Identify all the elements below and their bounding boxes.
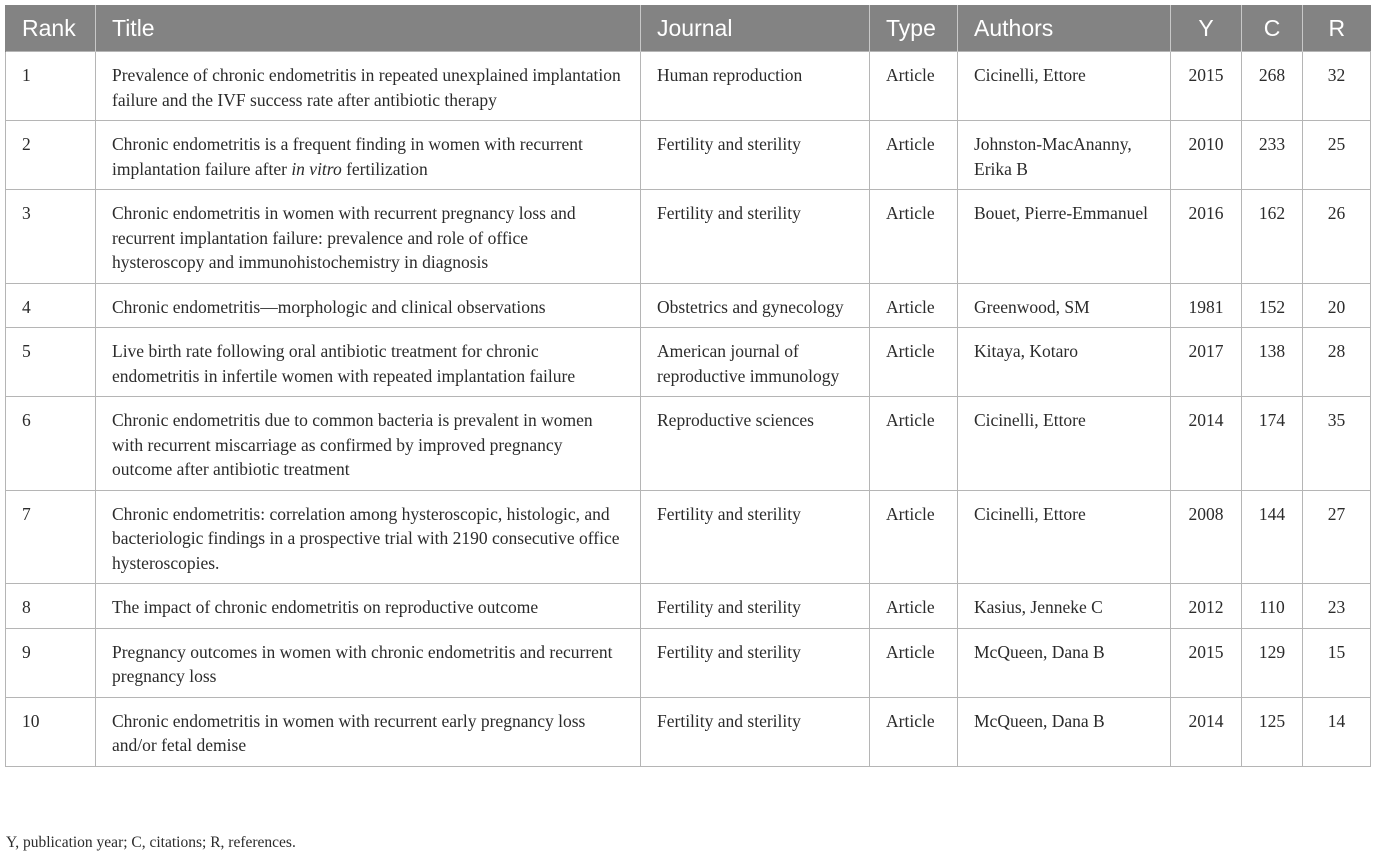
cell-rank: 6 (6, 397, 96, 491)
cell-journal: Fertility and sterility (641, 697, 870, 766)
cell-title: Chronic endometritis due to common bacteria is prevalent in women with recurrent miscarriage as confirmed by improved pregnancy outcome after antibiotic treatment (96, 397, 641, 491)
cell-citations: 110 (1242, 584, 1303, 629)
cell-year: 1981 (1171, 283, 1242, 328)
cell-year: 2015 (1171, 628, 1242, 697)
cell-citations: 152 (1242, 283, 1303, 328)
cell-journal: Fertility and sterility (641, 628, 870, 697)
cell-title: Chronic endometritis in women with recurrent early pregnancy loss and/or fetal demise (96, 697, 641, 766)
cell-title: Chronic endometritis: correlation among hysteroscopic, histologic, and bacteriologic findings in a prospective trial with 2190 consecutive office hysteroscopies. (96, 490, 641, 584)
cell-type: Article (870, 52, 958, 121)
header-references: R (1303, 5, 1371, 52)
cell-journal: Fertility and sterility (641, 584, 870, 629)
header-citations: C (1242, 5, 1303, 52)
cell-year: 2016 (1171, 190, 1242, 284)
cell-authors: Greenwood, SM (958, 283, 1171, 328)
cell-authors: Cicinelli, Ettore (958, 490, 1171, 584)
table-row (6, 697, 1371, 766)
header-journal: Journal (641, 5, 870, 52)
cell-type: Article (870, 697, 958, 766)
cell-rank: 7 (6, 490, 96, 584)
cell-authors: Cicinelli, Ettore (958, 397, 1171, 491)
cell-year: 2008 (1171, 490, 1242, 584)
cell-references: 32 (1303, 52, 1371, 121)
cell-title: Live birth rate following oral antibiotic treatment for chronic endometritis in infertile women with repeated implantation failure (96, 328, 641, 397)
publications-table (5, 5, 1371, 767)
cell-authors: Kitaya, Kotaro (958, 328, 1171, 397)
cell-citations: 233 (1242, 121, 1303, 190)
cell-citations: 162 (1242, 190, 1303, 284)
cell-year: 2014 (1171, 697, 1242, 766)
cell-rank: 4 (6, 283, 96, 328)
cell-authors: Kasius, Jenneke C (958, 584, 1171, 629)
cell-title: Chronic endometritis in women with recurrent pregnancy loss and recurrent implantation failure: prevalence and role of office hysteroscopy and immunohistochemistry in diagnosis (96, 190, 641, 284)
cell-year: 2017 (1171, 328, 1242, 397)
header-title: Title (96, 5, 641, 52)
cell-references: 14 (1303, 697, 1371, 766)
cell-citations: 138 (1242, 328, 1303, 397)
cell-authors: McQueen, Dana B (958, 628, 1171, 697)
cell-journal: American journal of reproductive immunology (641, 328, 870, 397)
cell-rank: 10 (6, 697, 96, 766)
header-authors: Authors (958, 5, 1171, 52)
cell-authors: Johnston-MacAnanny, Erika B (958, 121, 1171, 190)
cell-rank: 1 (6, 52, 96, 121)
cell-citations: 129 (1242, 628, 1303, 697)
table-footnote: Y, publication year; C, citations; R, references. (6, 834, 296, 851)
title-text: Chronic endometritis is a frequent finding in women with recurrent implantation failure after (112, 134, 583, 179)
cell-citations: 125 (1242, 697, 1303, 766)
cell-type: Article (870, 121, 958, 190)
cell-type: Article (870, 628, 958, 697)
cell-title: Prevalence of chronic endometritis in repeated unexplained implantation failure and the IVF success rate after antibiotic therapy (96, 52, 641, 121)
cell-rank: 3 (6, 190, 96, 284)
cell-type: Article (870, 490, 958, 584)
cell-citations: 268 (1242, 52, 1303, 121)
cell-authors: Cicinelli, Ettore (958, 52, 1171, 121)
cell-rank: 5 (6, 328, 96, 397)
table-row (6, 283, 1371, 328)
cell-type: Article (870, 584, 958, 629)
cell-journal: Fertility and sterility (641, 190, 870, 284)
cell-references: 27 (1303, 490, 1371, 584)
header-type: Type (870, 5, 958, 52)
cell-title: Chronic endometritis—morphologic and clinical observations (96, 283, 641, 328)
cell-type: Article (870, 397, 958, 491)
cell-journal: Reproductive sciences (641, 397, 870, 491)
cell-authors: Bouet, Pierre-Emmanuel (958, 190, 1171, 284)
cell-title: Pregnancy outcomes in women with chronic endometritis and recurrent pregnancy loss (96, 628, 641, 697)
cell-rank: 9 (6, 628, 96, 697)
cell-references: 26 (1303, 190, 1371, 284)
table-row (6, 628, 1371, 697)
header-year: Y (1171, 5, 1242, 52)
cell-authors: McQueen, Dana B (958, 697, 1171, 766)
cell-type: Article (870, 328, 958, 397)
cell-journal: Fertility and sterility (641, 490, 870, 584)
table-row (6, 121, 1371, 190)
cell-references: 28 (1303, 328, 1371, 397)
table-row (6, 490, 1371, 584)
table-row (6, 328, 1371, 397)
cell-rank: 8 (6, 584, 96, 629)
cell-references: 15 (1303, 628, 1371, 697)
cell-journal: Obstetrics and gynecology (641, 283, 870, 328)
title-text: fertilization (341, 158, 428, 179)
title-italic-text: in vitro (291, 158, 342, 179)
cell-type: Article (870, 190, 958, 284)
cell-title: The impact of chronic endometritis on reproductive outcome (96, 584, 641, 629)
table-row (6, 190, 1371, 284)
cell-references: 23 (1303, 584, 1371, 629)
cell-references: 25 (1303, 121, 1371, 190)
table-row (6, 52, 1371, 121)
cell-references: 20 (1303, 283, 1371, 328)
table-row (6, 397, 1371, 491)
cell-journal: Human reproduction (641, 52, 870, 121)
header-rank: Rank (6, 5, 96, 52)
table-header-row (6, 5, 1371, 52)
table-row (6, 584, 1371, 629)
cell-title (96, 121, 641, 190)
cell-type: Article (870, 283, 958, 328)
cell-year: 2012 (1171, 584, 1242, 629)
cell-year: 2015 (1171, 52, 1242, 121)
cell-rank: 2 (6, 121, 96, 190)
cell-year: 2014 (1171, 397, 1242, 491)
cell-references: 35 (1303, 397, 1371, 491)
cell-citations: 174 (1242, 397, 1303, 491)
cell-citations: 144 (1242, 490, 1303, 584)
cell-journal: Fertility and sterility (641, 121, 870, 190)
cell-year: 2010 (1171, 121, 1242, 190)
